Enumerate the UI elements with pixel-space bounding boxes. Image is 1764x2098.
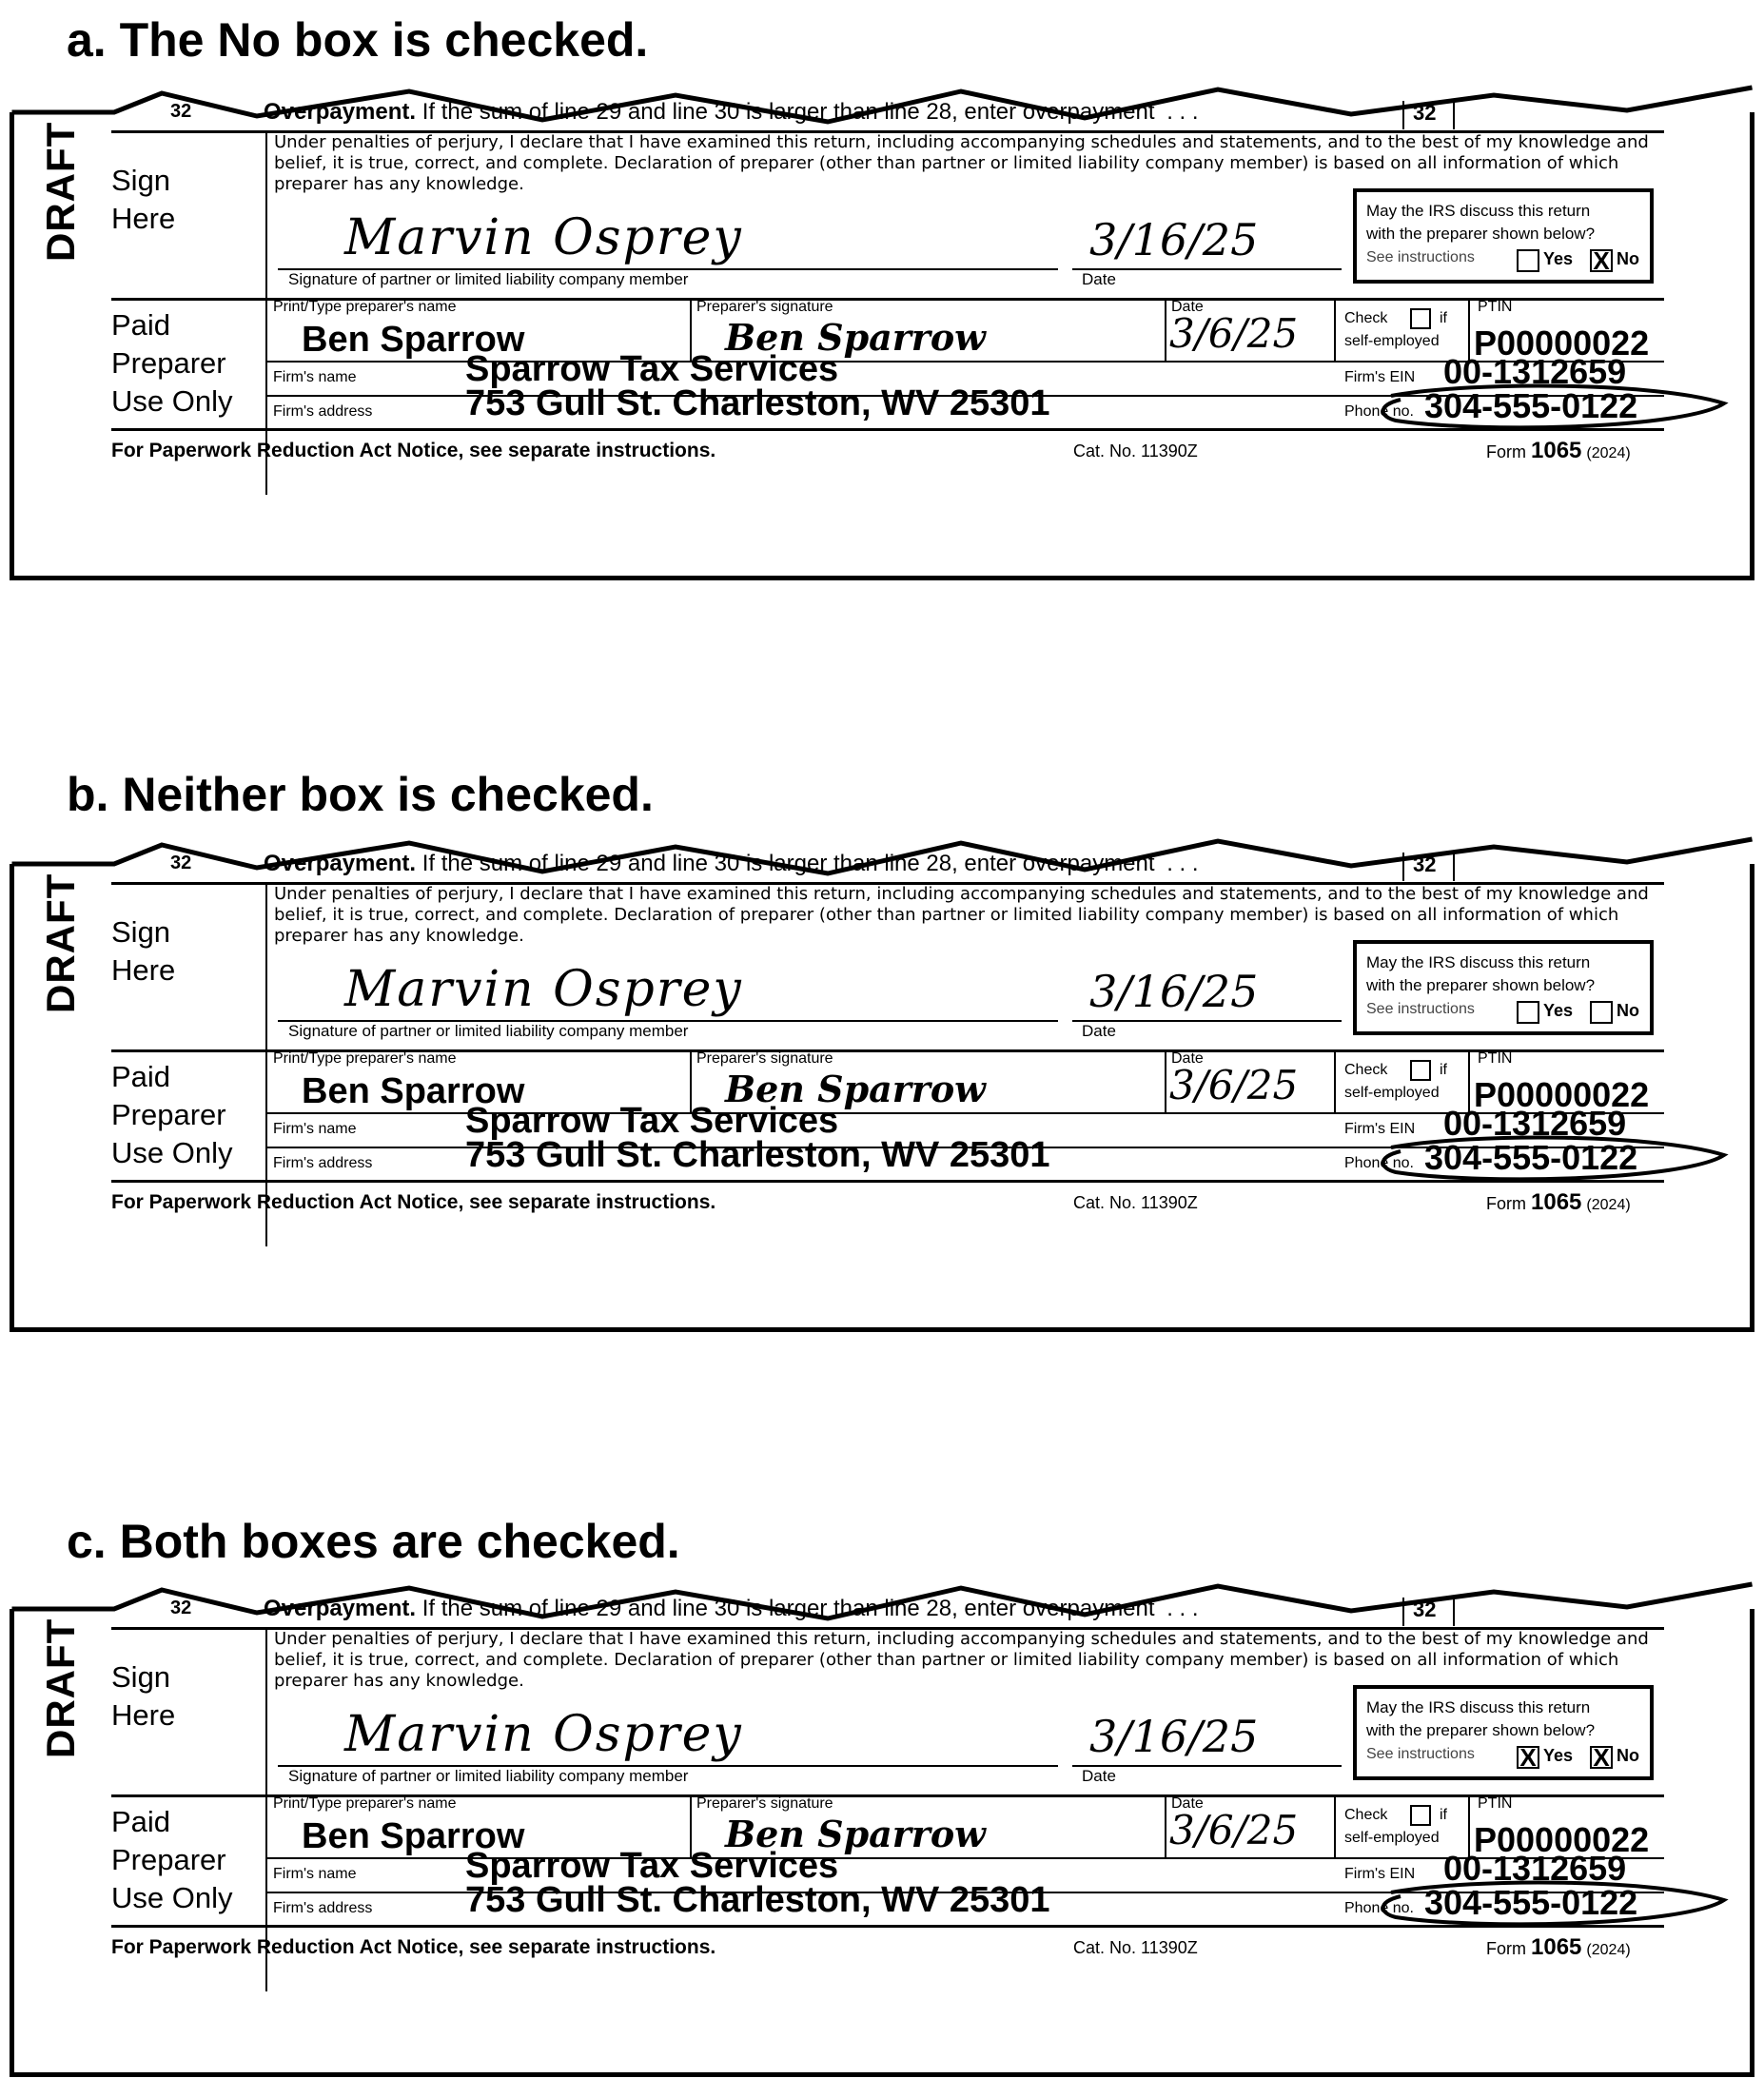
partner-signature: Marvin Osprey <box>344 1706 743 1763</box>
prep-date: 3/6/25 <box>1169 1807 1299 1853</box>
partner-signature: Marvin Osprey <box>344 961 743 1018</box>
phone-circle <box>1372 1875 1734 1932</box>
preparer-signature: Ben Sparrow <box>725 1068 986 1110</box>
panel-heading: a. The No box is checked. <box>67 13 649 67</box>
prep-date: 3/6/25 <box>1169 310 1299 357</box>
sign-date: 3/16/25 <box>1089 214 1259 265</box>
line-number-box: 32 <box>1413 853 1437 876</box>
preparer-signature: Ben Sparrow <box>725 1813 986 1855</box>
firm-name-caption: Firm's name <box>273 369 357 385</box>
phone-circle <box>1372 379 1734 436</box>
preparer-signature-caption: Preparer's signature <box>696 299 833 315</box>
form-id: Form 1065 (2024) <box>1486 438 1631 463</box>
no-checkbox[interactable]: X <box>1590 249 1613 272</box>
date-caption: Date <box>1082 1022 1116 1040</box>
preparer-name-caption: Print/Type preparer's name <box>273 299 457 315</box>
cat-no: Cat. No. 11390Z <box>1073 1193 1198 1212</box>
phone-caption: Phone no. <box>1344 1900 1414 1916</box>
cat-no: Cat. No. 11390Z <box>1073 1938 1198 1957</box>
no-checkbox[interactable] <box>1590 1001 1613 1024</box>
paid-preparer-label: Paid Preparer Use Only <box>111 308 233 418</box>
check-label: Check <box>1344 310 1388 326</box>
date-caption: Date <box>1082 1767 1116 1785</box>
prep-date-caption: Date <box>1171 299 1204 315</box>
yes-label: Yes <box>1543 1001 1574 1020</box>
draft-watermark: DRAFT <box>38 1618 83 1758</box>
check-label: Check <box>1344 1062 1388 1078</box>
date-caption: Date <box>1082 270 1116 288</box>
paid-preparer-label: Paid Preparer Use Only <box>111 1805 233 1914</box>
no-label: No <box>1617 1001 1639 1020</box>
line-number: 32 <box>170 1598 192 1618</box>
self-employed-label: self-employed <box>1344 1830 1440 1846</box>
sign-here-label: Sign Here <box>111 164 176 235</box>
firm-ein-caption: Firm's EIN <box>1344 1121 1416 1137</box>
overpayment-line: Overpayment. If the sum of line 29 and line 30 is larger than line 28, enter overpayment . . . <box>264 99 1199 125</box>
line-number: 32 <box>170 101 192 122</box>
irs-discuss-box: May the IRS discuss this return with the preparer shown below? See instructions X Yes X No <box>1353 1685 1654 1780</box>
self-employed-label: self-employed <box>1344 1085 1440 1101</box>
firm-address: 753 Gull St. Charleston, WV 25301 <box>465 1135 1050 1175</box>
firm-address: 753 Gull St. Charleston, WV 25301 <box>465 1880 1050 1920</box>
preparer-name: Ben Sparrow <box>302 320 525 360</box>
perjury-declaration: Under penalties of perjury, I declare that I have examined this return, including accompanying schedules and statements, and to the best of my knowledge and belief, it is true, correct, and complete. Declaration of preparer (other than partner or limited liability company member) is based on all information of which preparer has any knowledge. <box>274 884 1649 946</box>
form-1065-signature-section <box>111 86 1664 542</box>
preparer-signature-caption: Preparer's signature <box>696 1050 833 1067</box>
check-label: Check <box>1344 1807 1388 1823</box>
preparer-signature: Ben Sparrow <box>725 316 986 359</box>
irs-discuss-box: May the IRS discuss this return with the preparer shown below? See instructions Yes X No <box>1353 188 1654 284</box>
firm-ein: 00-1312659 <box>1443 352 1627 391</box>
phone-circle <box>1372 1130 1734 1187</box>
no-label: No <box>1617 249 1639 268</box>
preparer-name-caption: Print/Type preparer's name <box>273 1795 457 1812</box>
prep-date-caption: Date <box>1171 1050 1204 1067</box>
firm-address-caption: Firm's address <box>273 403 373 420</box>
paid-preparer-label: Paid Preparer Use Only <box>111 1060 233 1169</box>
no-checkbox[interactable]: X <box>1590 1746 1613 1769</box>
sign-date: 3/16/25 <box>1089 1711 1259 1762</box>
firm-name: Sparrow Tax Services <box>465 349 839 389</box>
line-number-box: 32 <box>1413 1598 1437 1621</box>
ptin-caption: PTIN <box>1478 1795 1513 1812</box>
no-label: No <box>1617 1746 1639 1765</box>
firm-name-caption: Firm's name <box>273 1121 357 1137</box>
panel-heading: c. Both boxes are checked. <box>67 1515 680 1568</box>
preparer-name-caption: Print/Type preparer's name <box>273 1050 457 1067</box>
yes-checkbox[interactable]: X <box>1517 1746 1539 1769</box>
preparer-name: Ben Sparrow <box>302 1816 525 1856</box>
draft-watermark: DRAFT <box>38 121 83 262</box>
perjury-declaration: Under penalties of perjury, I declare that I have examined this return, including accompanying schedules and statements, and to the best of my knowledge and belief, it is true, correct, and complete. Declaration of preparer (other than partner or limited liability company member) is based on all information of which preparer has any knowledge. <box>274 1629 1649 1691</box>
form-id: Form 1065 (2024) <box>1486 1189 1631 1215</box>
yes-label: Yes <box>1543 1746 1574 1765</box>
form-panel-1 <box>10 837 1754 1332</box>
partner-signature: Marvin Osprey <box>344 209 743 266</box>
ptin-value: P00000022 <box>1474 1075 1650 1114</box>
firm-address-caption: Firm's address <box>273 1155 373 1171</box>
paperwork-notice: For Paperwork Reduction Act Notice, see separate instructions. <box>111 1936 716 1958</box>
signature-caption: Signature of partner or limited liability company member <box>288 270 689 288</box>
firm-ein-caption: Firm's EIN <box>1344 369 1416 385</box>
form-panel-0 <box>10 86 1754 580</box>
firm-ein: 00-1312659 <box>1443 1849 1627 1888</box>
self-employed-checkbox[interactable] <box>1410 1060 1431 1081</box>
sign-here-label: Sign Here <box>111 915 176 987</box>
yes-checkbox[interactable] <box>1517 249 1539 272</box>
ptin-caption: PTIN <box>1478 299 1513 315</box>
line-number: 32 <box>170 853 192 873</box>
ptin-value: P00000022 <box>1474 1820 1650 1859</box>
firm-name-caption: Firm's name <box>273 1866 357 1882</box>
perjury-declaration: Under penalties of perjury, I declare that I have examined this return, including accompanying schedules and statements, and to the best of my knowledge and belief, it is true, correct, and complete. Declaration of preparer (other than partner or limited liability company member) is based on all information of which preparer has any knowledge. <box>274 132 1649 194</box>
firm-ein-caption: Firm's EIN <box>1344 1866 1416 1882</box>
phone-number: 304-555-0122 <box>1424 1883 1638 1922</box>
self-employed-checkbox[interactable] <box>1410 308 1431 329</box>
phone-number: 304-555-0122 <box>1424 1138 1638 1177</box>
cat-no: Cat. No. 11390Z <box>1073 441 1198 461</box>
phone-caption: Phone no. <box>1344 1155 1414 1171</box>
prep-date: 3/6/25 <box>1169 1062 1299 1108</box>
paperwork-notice: For Paperwork Reduction Act Notice, see separate instructions. <box>111 440 716 461</box>
form-id: Form 1065 (2024) <box>1486 1934 1631 1960</box>
line-number-box: 32 <box>1413 101 1437 125</box>
firm-address: 753 Gull St. Charleston, WV 25301 <box>465 383 1050 423</box>
preparer-name: Ben Sparrow <box>302 1071 525 1111</box>
yes-checkbox[interactable] <box>1517 1001 1539 1024</box>
if-label: if <box>1440 1062 1447 1078</box>
overpayment-line: Overpayment. If the sum of line 29 and line 30 is larger than line 28, enter overpayment . . . <box>264 851 1199 876</box>
ptin-caption: PTIN <box>1478 1050 1513 1067</box>
irs-discuss-box: May the IRS discuss this return with the preparer shown below? See instructions Yes No <box>1353 940 1654 1035</box>
phone-caption: Phone no. <box>1344 403 1414 420</box>
ptin-value: P00000022 <box>1474 324 1650 363</box>
prep-date-caption: Date <box>1171 1795 1204 1812</box>
self-employed-label: self-employed <box>1344 333 1440 349</box>
panel-heading: b. Neither box is checked. <box>67 768 654 821</box>
firm-name: Sparrow Tax Services <box>465 1846 839 1886</box>
self-employed-checkbox[interactable] <box>1410 1805 1431 1826</box>
phone-number: 304-555-0122 <box>1424 386 1638 425</box>
if-label: if <box>1440 1807 1447 1823</box>
firm-address-caption: Firm's address <box>273 1900 373 1916</box>
signature-caption: Signature of partner or limited liability company member <box>288 1022 689 1040</box>
form-1065-signature-section <box>111 1582 1664 2039</box>
draft-watermark: DRAFT <box>38 873 83 1013</box>
overpayment-line: Overpayment. If the sum of line 29 and line 30 is larger than line 28, enter overpayment . . . <box>264 1596 1199 1621</box>
signature-caption: Signature of partner or limited liability company member <box>288 1767 689 1785</box>
firm-name: Sparrow Tax Services <box>465 1101 839 1141</box>
form-1065-signature-section <box>111 837 1664 1294</box>
preparer-signature-caption: Preparer's signature <box>696 1795 833 1812</box>
firm-ein: 00-1312659 <box>1443 1104 1627 1143</box>
yes-label: Yes <box>1543 249 1574 268</box>
sign-date: 3/16/25 <box>1089 966 1259 1017</box>
sign-here-label: Sign Here <box>111 1660 176 1732</box>
if-label: if <box>1440 310 1447 326</box>
paperwork-notice: For Paperwork Reduction Act Notice, see separate instructions. <box>111 1191 716 1213</box>
form-panel-2 <box>10 1582 1754 2077</box>
